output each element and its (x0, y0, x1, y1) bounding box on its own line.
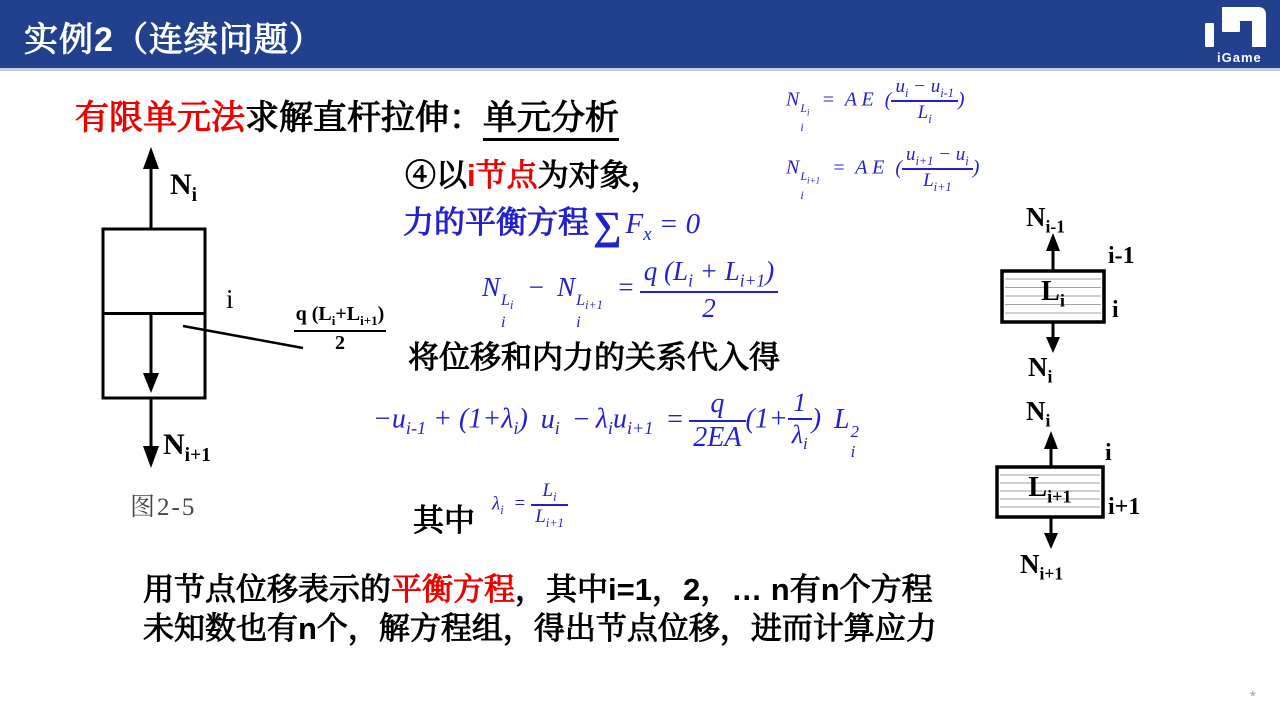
math-token: N (786, 156, 800, 179)
igame-logo-text: iGame (1217, 50, 1262, 65)
math-token: i-1 (940, 85, 954, 100)
left-node-label: i (226, 284, 234, 314)
title-highlight: 有限单元法 (75, 100, 245, 137)
math-token: = 0 (658, 208, 701, 240)
math-token: ) (811, 403, 822, 435)
math-token: λ (501, 403, 514, 435)
math-token: ) (972, 156, 980, 179)
math-token: 2 (850, 421, 859, 441)
force-symbol: N (1026, 396, 1046, 426)
equation-balance (482, 256, 778, 331)
math-token: = (513, 493, 527, 515)
left-bottom-force-label (163, 428, 211, 467)
math-token: i (928, 111, 932, 126)
math-token: − (938, 144, 952, 165)
force-subscript: i+1 (1039, 563, 1064, 584)
force-symbol: N (1020, 549, 1040, 579)
math-token: ( (895, 156, 902, 179)
math-token: L (923, 169, 934, 191)
math-token: i (904, 85, 909, 100)
math-token: u (906, 144, 916, 165)
math-token: ) (765, 256, 775, 286)
length-symbol: L (1041, 276, 1060, 307)
math-token: i (513, 418, 519, 439)
math-token: = (821, 88, 836, 111)
math-token: u (895, 76, 905, 97)
math-token: F (625, 208, 644, 240)
math-token: L (542, 480, 554, 501)
el2-length-label (997, 472, 1103, 508)
equilibrium-line (403, 197, 700, 249)
el2-bottom-force-label (1020, 549, 1063, 584)
math-token: i (807, 107, 810, 118)
math-token: i (553, 489, 557, 504)
math-token: = (665, 403, 685, 435)
math-token: q (643, 256, 658, 286)
math-token: N (786, 88, 800, 111)
el2-top-arrowhead (1044, 431, 1058, 449)
math-token: i+1 (626, 418, 654, 439)
math-token: ) (957, 88, 965, 111)
math-token: i (965, 153, 969, 168)
math-token: ( (664, 256, 674, 286)
conclusion-text: 用节点位移表示的 (143, 572, 391, 607)
length-symbol: L (1028, 472, 1048, 503)
math-token: i+1 (933, 179, 952, 194)
math-token: L (800, 169, 808, 184)
math-token: i (576, 313, 581, 332)
math-token: i (510, 298, 514, 313)
math-token: i+1 (915, 153, 934, 168)
math-token: i (800, 119, 804, 134)
math-token: u (540, 403, 555, 435)
length-subscript: i (1059, 290, 1065, 311)
math-token: L (724, 256, 740, 286)
math-token: λ (492, 493, 501, 515)
formula-internal-force-li1 (786, 144, 979, 201)
math-token: λ (791, 420, 803, 450)
step-prefix: ④以 (405, 158, 467, 193)
math-token: − (913, 76, 926, 97)
math-token: i+1 (545, 515, 564, 530)
left-top-force-label (170, 168, 197, 207)
length-subscript: i+1 (1047, 486, 1072, 507)
where-label: 其中 (413, 503, 475, 538)
el2-node-top-label: i (1105, 440, 1112, 466)
step-line (405, 150, 662, 195)
math-token: 2 (702, 292, 716, 323)
figure-caption: 图2-5 (130, 494, 197, 521)
math-token: i (607, 418, 613, 439)
math-token: = (616, 272, 635, 302)
math-token: N (482, 272, 501, 302)
conclusion-paragraph (143, 570, 937, 648)
math-token: i (802, 434, 808, 454)
math-token: i (688, 270, 693, 291)
el1-length-label (1002, 276, 1104, 312)
math-token: L (800, 101, 808, 116)
el2-node-bottom-label: i+1 (1108, 494, 1141, 520)
math-token: i (501, 313, 506, 332)
formula-lambda (492, 480, 568, 530)
force-subscript: i-1 (1045, 216, 1065, 237)
math-token: i (554, 418, 560, 439)
header-bar (0, 0, 1280, 71)
step-suffix: 为对象， (537, 158, 662, 193)
math-token: i (850, 441, 856, 461)
el1-node-top-label: i-1 (1108, 243, 1135, 269)
force-symbol: N (170, 168, 192, 201)
load-token: i (331, 313, 336, 328)
force-symbol: N (1026, 202, 1046, 232)
load-token: ) (377, 303, 385, 325)
slide-header-title: 实例2（连续问题） (24, 21, 324, 59)
force-subscript: i (1045, 410, 1051, 431)
math-token: L (576, 290, 586, 309)
math-token: ( (884, 88, 892, 111)
sigma-symbol: ∑ (593, 203, 622, 248)
top-force-arrowhead (143, 147, 159, 169)
math-token: N (557, 272, 576, 302)
math-token: − (373, 403, 392, 435)
conclusion-line1 (143, 570, 937, 609)
math-token: x (643, 223, 652, 245)
math-token: u (955, 144, 966, 165)
math-token: i-1 (405, 418, 427, 439)
force-subscript: i+1 (184, 445, 211, 466)
math-token: i+1 (807, 175, 821, 186)
el2-top-force-label (1026, 396, 1050, 431)
load-token: q (L (295, 303, 332, 325)
conclusion-text: ，其中i=1，2，… n有n个方程 (515, 572, 933, 607)
title-main: 求解直杆拉伸： (245, 100, 483, 137)
equation-displacement (373, 388, 861, 460)
math-token: i (500, 503, 504, 518)
math-token: (1+ (745, 403, 788, 435)
math-token: L (535, 505, 546, 527)
load-token: i+1 (360, 313, 378, 328)
math-token: i+1 (739, 270, 766, 291)
math-token: L (834, 403, 850, 435)
math-token: + (699, 256, 718, 286)
load-token: +L (335, 303, 361, 325)
el1-top-force-label (1026, 202, 1065, 237)
force-symbol: N (1028, 352, 1048, 382)
force-symbol: N (163, 428, 185, 461)
math-token: A E (855, 156, 885, 179)
el2-bottom-arrowhead (1044, 533, 1058, 549)
math-token: λ (595, 403, 608, 435)
math-token: i (800, 187, 804, 202)
equilibrium-label: 力的平衡方程 (403, 205, 589, 240)
igame-logo-icon (1198, 3, 1272, 67)
math-token: u (612, 403, 627, 435)
title-underlined: 单元分析 (483, 100, 619, 141)
math-token: L (917, 101, 929, 123)
math-token: 2EA (693, 422, 742, 454)
load-denominator: 2 (335, 332, 345, 354)
el1-bottom-arrowhead (1046, 337, 1060, 353)
el1-bottom-force-label (1028, 352, 1052, 387)
distributed-load-label (276, 303, 404, 355)
bottom-force-arrowhead (143, 446, 159, 468)
math-token: L (501, 290, 511, 309)
math-token: 1 (788, 388, 812, 420)
math-token: = (832, 156, 846, 179)
math-token: i+1 (585, 298, 603, 313)
math-token: A E (844, 88, 874, 111)
math-token: L (673, 256, 689, 286)
math-token: − (527, 272, 546, 302)
footnote-asterisk: * (1250, 688, 1256, 705)
math-token: u (391, 403, 406, 435)
el1-node-bottom-label: i (1112, 297, 1119, 323)
substitute-text: 将位移和内力的关系代入得 (408, 340, 780, 375)
force-subscript: i (191, 185, 198, 206)
math-token: q (689, 388, 745, 422)
force-subscript: i (1047, 366, 1053, 387)
formula-internal-force-li (786, 76, 965, 133)
math-token: + (1+ (433, 403, 502, 435)
math-token: − (571, 403, 591, 435)
page-title (75, 90, 619, 139)
math-token: u (930, 76, 941, 97)
math-token: ) (518, 403, 528, 435)
step-highlight: i节点 (467, 158, 538, 193)
conclusion-highlight: 平衡方程 (391, 572, 515, 607)
conclusion-line2: 未知数也有n个，解方程组，得出节点位移，进而计算应力 (143, 611, 937, 646)
